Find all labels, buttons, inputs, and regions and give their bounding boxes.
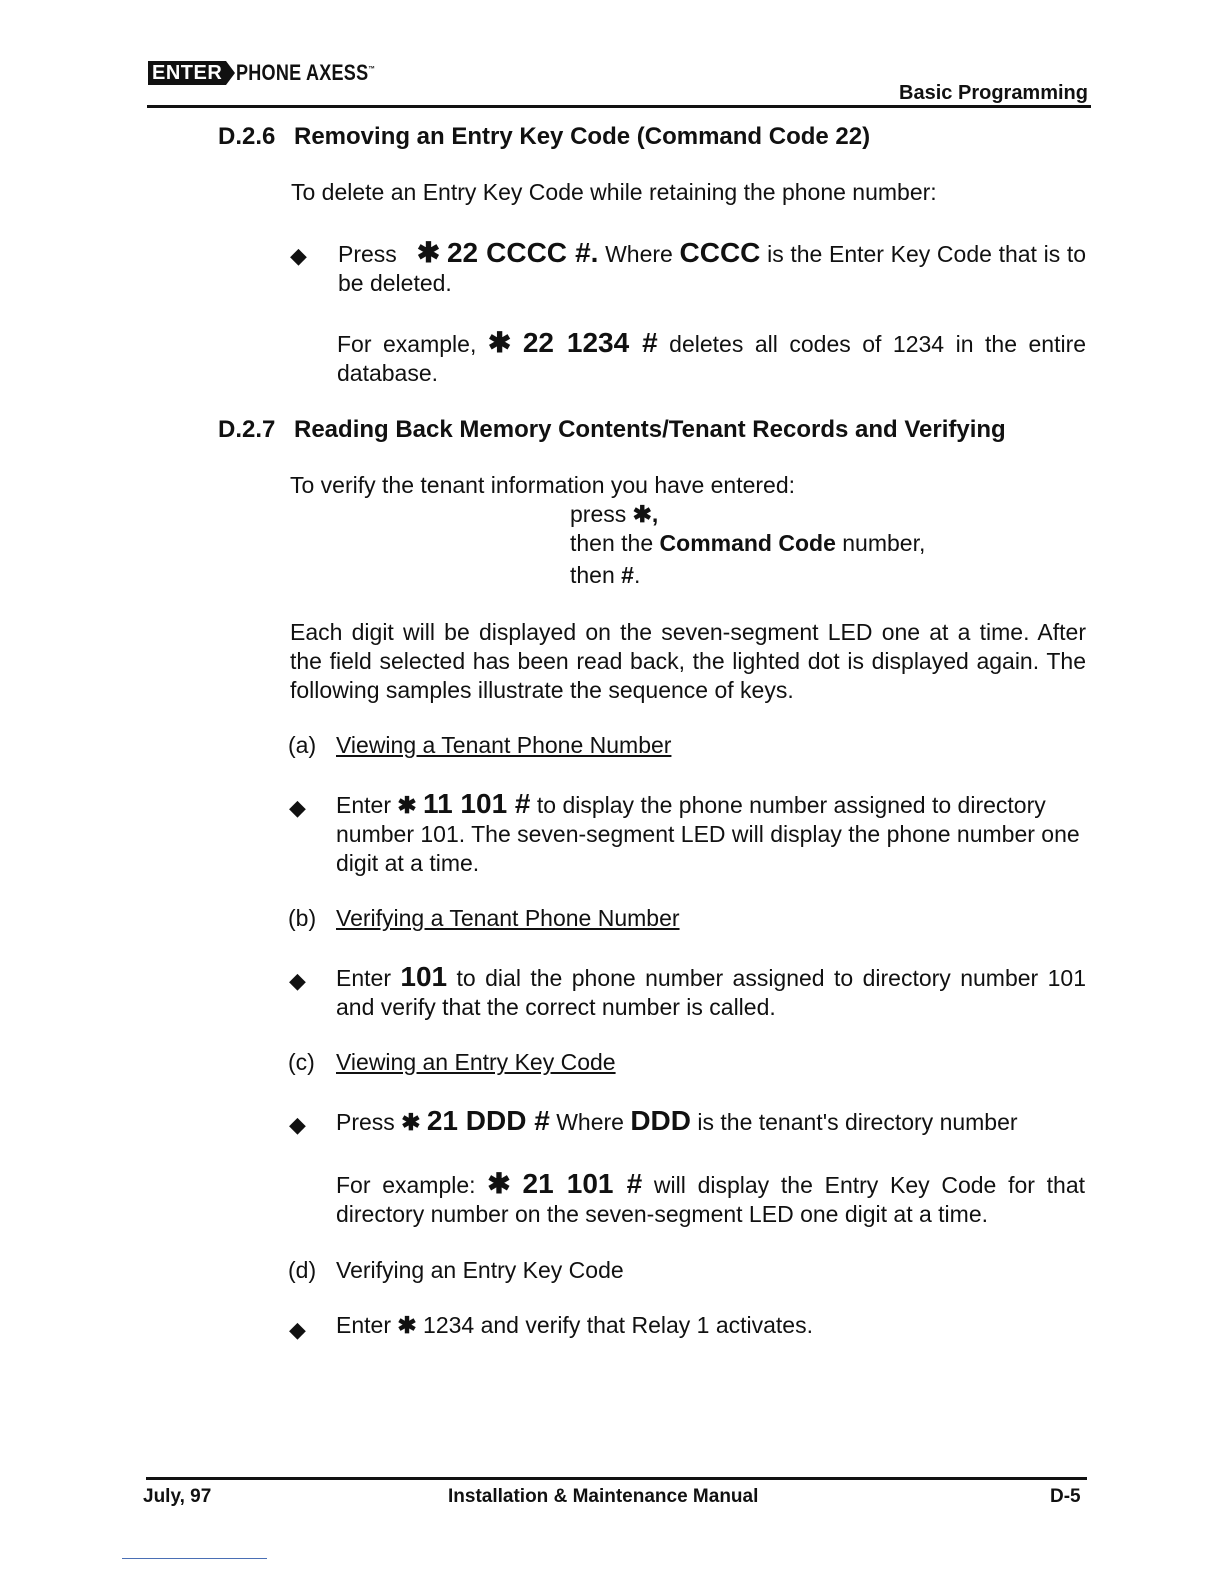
bullet-icon: ◆ xyxy=(289,795,306,820)
star-key-icon: ✱ xyxy=(487,327,512,358)
d26-variable: CCCC xyxy=(679,237,761,268)
item-c-example-lead: For example: xyxy=(336,1172,476,1198)
item-b-label: (b) xyxy=(288,905,317,931)
item-c-rest: is the tenant's directory number xyxy=(697,1109,1018,1135)
d26-example-rest: deletes all codes of 1234 in the entire database. xyxy=(337,331,1087,386)
item-c-lead: Press xyxy=(336,1109,395,1135)
d27-step-press-text: press xyxy=(570,501,627,527)
logo-arrow-icon xyxy=(226,61,235,85)
star-key-icon: ✱ xyxy=(487,1168,511,1199)
star-key-icon: ✱, xyxy=(632,501,659,527)
bullet-icon: ◆ xyxy=(289,1112,306,1137)
d27-step-command-rest: number, xyxy=(842,530,926,556)
item-c-example xyxy=(336,1169,1085,1229)
footer-manual-title: Installation & Maintenance Manual xyxy=(448,1486,759,1507)
d27-explanation: Each digit will be displayed on the seven-segment LED one at a time. After the field selected has been read back, the lighted dot is displayed again. The following samples illustrate the sequence of keys. xyxy=(290,619,1086,703)
d27-step-then-end: . xyxy=(633,562,641,588)
d26-intro: To delete an Entry Key Code while retaining the phone number: xyxy=(291,179,937,205)
d27-intro: To verify the tenant information you have entered: xyxy=(290,472,796,498)
d26-example xyxy=(337,328,1086,388)
d27-step-then xyxy=(570,561,640,590)
item-d-lead: Enter xyxy=(336,1312,391,1338)
logo-brand-name: PHONE AXESS xyxy=(236,60,369,85)
item-b-rest: to dial the phone number assigned to directory number 101 and verify that the correct number is called. xyxy=(336,965,1087,1020)
heading-d27-number: D.2.7 xyxy=(218,416,276,443)
heading-d26 xyxy=(218,123,870,151)
logo-brand-text xyxy=(236,60,375,86)
scan-artifact-line xyxy=(122,1558,267,1559)
item-a-title: Viewing a Tenant Phone Number xyxy=(336,732,672,758)
item-c-label: (c) xyxy=(288,1049,315,1075)
star-key-icon: ✱ xyxy=(397,1312,417,1338)
star-key-icon: ✱ xyxy=(416,237,441,268)
item-b-command: 101 xyxy=(400,961,448,992)
footer-date: July, 97 xyxy=(143,1486,212,1507)
item-a-bullet xyxy=(336,789,1088,878)
star-key-icon: ✱ xyxy=(397,792,417,818)
heading-d26-number: D.2.6 xyxy=(218,123,276,150)
item-c-example-rest: will display the Entry Key Code for that directory number on the seven-segment LED one digit at a time. xyxy=(336,1172,1086,1227)
d26-bullet-rest: is the Enter Key Code that is to be deleted. xyxy=(338,241,1087,296)
section-label: Basic Programming xyxy=(899,82,1088,104)
heading-d27-title: Reading Back Memory Contents/Tenant Records and Verifying xyxy=(294,416,1006,443)
item-b-bullet xyxy=(336,962,1086,1022)
item-d-label: (d) xyxy=(288,1257,317,1283)
hash-key-icon: # xyxy=(621,562,634,588)
item-c-title: Viewing an Entry Key Code xyxy=(336,1049,616,1075)
footer-page-number: D-5 xyxy=(1050,1486,1081,1507)
item-d-title: Verifying an Entry Key Code xyxy=(336,1257,624,1283)
d26-press: Press xyxy=(338,241,397,267)
heading-d27 xyxy=(218,416,1006,444)
d26-bullet xyxy=(338,238,1086,298)
brand-logo xyxy=(148,60,406,86)
item-d-rest: 1234 and verify that Relay 1 activates. xyxy=(423,1312,813,1338)
item-d-bullet xyxy=(336,1311,813,1340)
item-b-lead: Enter xyxy=(336,965,391,991)
item-c-bullet xyxy=(336,1106,1088,1137)
bullet-icon: ◆ xyxy=(289,968,306,993)
d27-step-press xyxy=(570,500,658,529)
d26-example-lead: For example, xyxy=(337,331,477,357)
item-a-label: (a) xyxy=(288,732,317,758)
logo-enter-box: ENTER xyxy=(148,61,226,85)
item-c-example-command: 21 101 # xyxy=(522,1168,643,1199)
item-c-variable: DDD xyxy=(630,1105,691,1136)
bullet-icon: ◆ xyxy=(289,1317,306,1342)
d26-example-command: 22 1234 # xyxy=(522,327,658,358)
d27-step-then-text: then xyxy=(570,562,615,588)
item-a-command: 11 101 # xyxy=(423,788,531,819)
d27-step-command-lead: then the xyxy=(570,530,654,556)
header-divider xyxy=(147,105,1091,108)
item-a-rest: to display the phone number assigned to directory number 101. The seven-segment LED will display the phone number one digit at a time. xyxy=(336,792,1080,876)
star-key-icon: ✱ xyxy=(401,1109,421,1135)
item-b-title: Verifying a Tenant Phone Number xyxy=(336,905,680,931)
footer-divider xyxy=(146,1477,1087,1480)
bullet-icon: ◆ xyxy=(290,243,307,268)
d27-step-command-bold: Command Code xyxy=(659,530,836,556)
heading-d26-title: Removing an Entry Key Code (Command Code 22) xyxy=(294,123,871,150)
d26-command: 22 CCCC #. xyxy=(446,237,599,268)
item-c-command: 21 DDD # xyxy=(426,1105,550,1136)
item-c-where: Where xyxy=(556,1109,624,1135)
d26-where: Where xyxy=(605,241,673,267)
item-a-lead: Enter xyxy=(336,792,391,818)
d27-step-command xyxy=(570,529,925,558)
logo-trademark: ™ xyxy=(368,64,376,74)
